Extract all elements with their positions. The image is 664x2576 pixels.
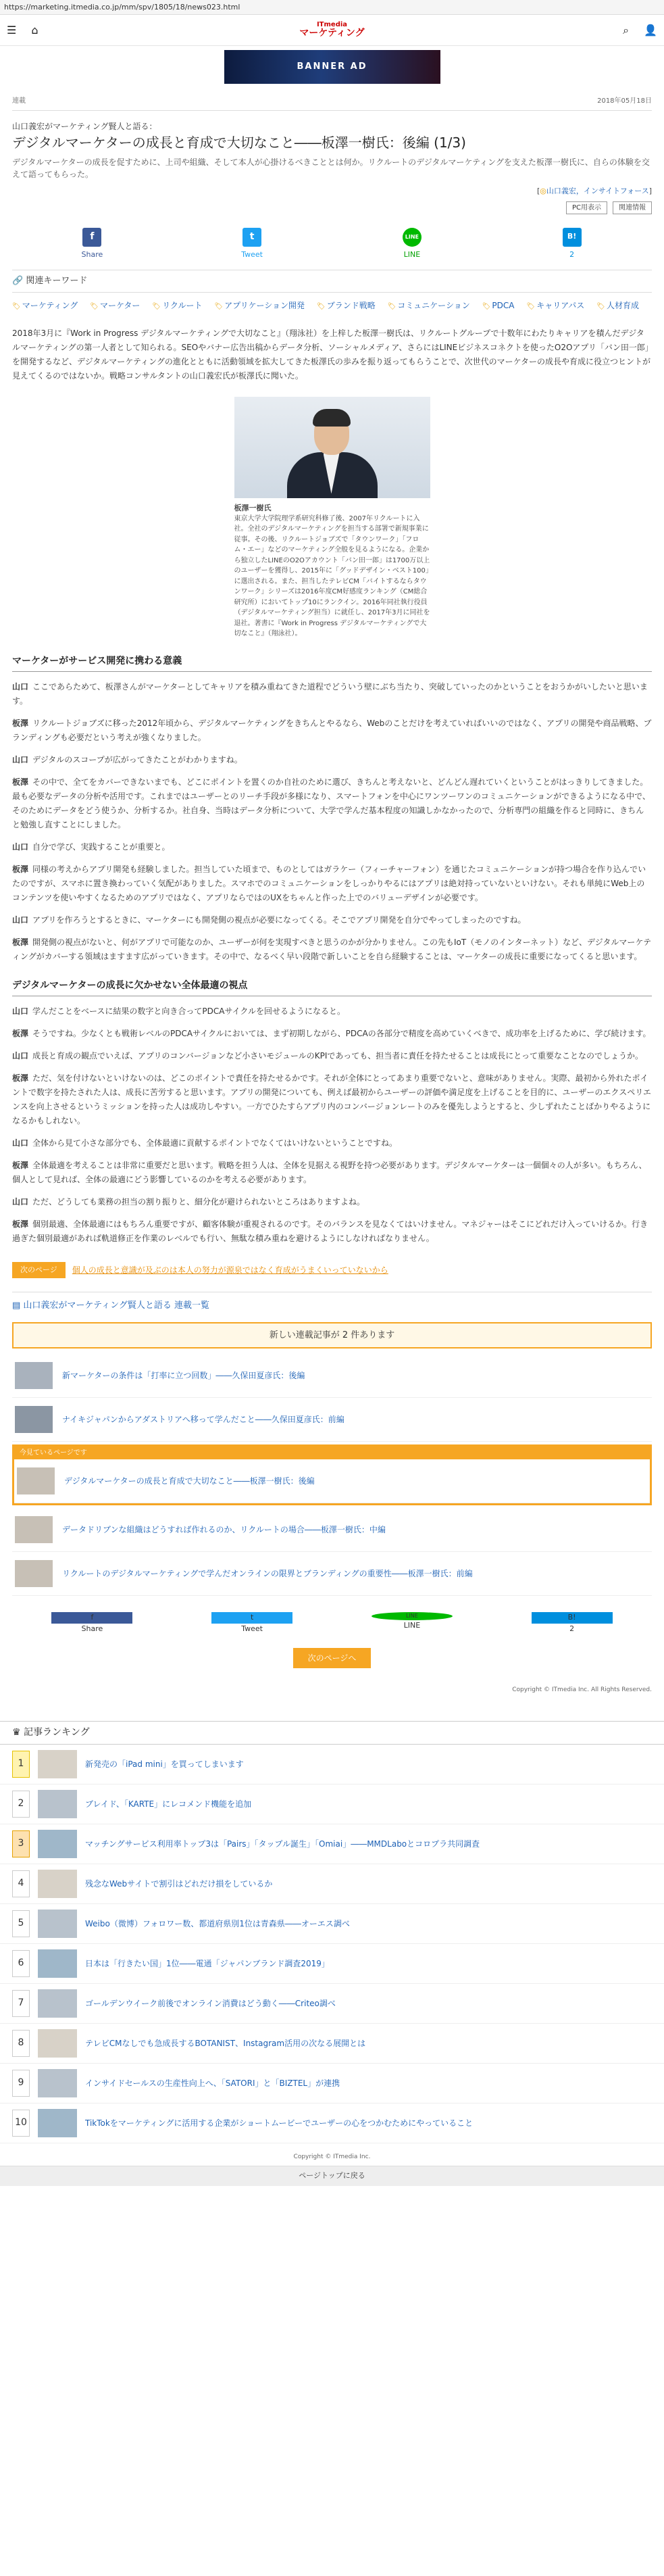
keyword-link[interactable]: 🏷 リクルート <box>152 299 202 312</box>
facebook-icon: f <box>82 228 101 247</box>
dialogue-paragraph <box>12 1159 652 1187</box>
facebook-share[interactable] <box>51 228 132 261</box>
crown-icon: ♛ <box>12 1726 24 1738</box>
logo-top: ITmedia <box>316 20 348 28</box>
series-name[interactable]: 山口義宏がマーケティング賢人と語る： <box>12 122 157 131</box>
section-heading: マーケターがサービス開発に携わる意義 <box>12 654 652 672</box>
article-meta <box>12 91 652 111</box>
footer-copyright: Copyright © ITmedia Inc. <box>293 2153 371 2160</box>
dialogue-paragraph <box>12 753 652 767</box>
series-list-heading-label: 山口義宏がマーケティング賢人と語る 連載一覧 <box>23 1301 209 1311</box>
dialogue-paragraph <box>12 1071 652 1128</box>
section-heading: デジタルマーケターの成長に欠かせない全体最適の視点 <box>12 979 652 996</box>
hatena-share[interactable] <box>532 1612 613 1634</box>
speaker-label: 山口 <box>12 1196 29 1207</box>
keyword-link[interactable]: 🏷 PDCA <box>482 299 515 312</box>
category-label: 連載 <box>12 97 26 105</box>
thumbnail <box>15 1362 53 1389</box>
line-share-label: LINE <box>403 249 421 259</box>
list-item-title: リクルートのデジタルマーケティングで学んだオンラインの限界とブランディングの重要性――板澤一樹氏：前編 <box>62 1569 473 1579</box>
back-to-top-button[interactable]: ページトップに戻る <box>0 2166 664 2186</box>
line-share-label: LINE <box>403 1621 421 1630</box>
thumbnail <box>15 1406 53 1433</box>
speaker-label: 板澤 <box>12 937 29 947</box>
ranking-title: テレビCMなしでも急成長するBOTANIST、Instagram活用の次なる展開とは <box>85 2038 366 2048</box>
speaker-label: 山口 <box>12 754 29 764</box>
dialogue-paragraph <box>12 935 652 964</box>
keyword-list <box>12 293 652 318</box>
logo-main: マーケティング <box>299 28 365 39</box>
next-page-bottom-button[interactable]: 次のページへ <box>293 1648 372 1668</box>
rank-number: 10 <box>12 2110 30 2137</box>
twitter-share-label: Tweet <box>241 1624 263 1633</box>
speaker-label: 板澤 <box>12 777 29 787</box>
thumbnail <box>38 1910 77 1938</box>
dialogue-paragraph <box>12 680 652 708</box>
home-icon[interactable]: ⌂ <box>31 23 39 37</box>
speaker-label: 山口 <box>12 915 29 925</box>
dialogue-paragraph <box>12 1004 652 1019</box>
ranking-item[interactable] <box>0 2064 664 2104</box>
dialogue-text: アプリを作ろうとするときに、マーケターにも開発側の視点が必要になってくる。そこでアプリ開発を自分でやってしまったのですね。 <box>32 915 526 925</box>
author-link[interactable]: 山口義宏，インサイトフォース <box>546 187 649 195</box>
list-item[interactable] <box>12 1552 652 1596</box>
thumbnail <box>38 1790 77 1818</box>
list-item-title: デジタルマーケターの成長と育成で大切なこと――板澤一樹氏：後編 <box>64 1476 315 1486</box>
line-icon: LINE <box>372 1612 453 1620</box>
thumbnail <box>17 1467 55 1494</box>
list-item[interactable] <box>12 1508 652 1552</box>
speaker-label: 山口 <box>12 1006 29 1016</box>
thumbnail <box>15 1516 53 1543</box>
thumbnail <box>38 1750 77 1778</box>
keyword-link[interactable]: 🏷 キャリアパス <box>526 299 584 312</box>
hatena-count: 2 <box>569 249 575 259</box>
ranking-title: マッチングサービス利用率トップ3は「Pairs」「タップル誕生」「Omiai」――MMDLaboとコロプラ共同調査 <box>85 1839 480 1849</box>
twitter-icon: t <box>242 228 261 247</box>
dialogue-paragraph <box>12 913 652 927</box>
ranking-item[interactable] <box>0 2104 664 2143</box>
line-share[interactable] <box>372 1612 453 1634</box>
keyword-link[interactable]: 🏷 ブランド戦略 <box>317 299 376 312</box>
dialogue-text: その中で、全てをカバーできないまでも、どこにポイントを置くのか自社のために選び、きちんと考えないと、どんどん遅れていくということがはっきりしてきました。最も必要なデータの分析や活用です。これまではユーザーとのリーチ手段が多様になり、スマートフォンを中心にワンツーワンのコミュニケーションができるようになる中で、そのためにデータをどう使うか、分析するか。社自身、当時はデータ分析について、大学で学んだ基本程度の知識しかなかったので、分析専門の組織を作ると同時に、きちんと勉強し直すことにしました。 <box>12 777 650 829</box>
ranking-item[interactable] <box>0 1784 664 1824</box>
article-lead: デジタルマーケターの成長を促すために、上司や組織、そして本人が心掛けるべきこととは何か。リクルートのデジタルマーケティングを支えた板澤一樹氏に、自らの体験を交えて語ってもらった。 <box>12 157 650 179</box>
hatena-share[interactable] <box>532 228 613 261</box>
dialogue-text: 全体から見て小さな部分でも、全体最適に貢献するポイントでなくてはいけないということですね。 <box>32 1138 398 1148</box>
browser-url-bar[interactable]: https://marketing.itmedia.co.jp/mm/spv/1805/18/news023.html <box>0 0 664 15</box>
speaker-label: 板澤 <box>12 1028 29 1038</box>
byline: [◎山口義宏，インサイトフォース] <box>536 187 652 195</box>
keyword-link[interactable]: 🏷 マーケター <box>90 299 140 312</box>
copyright: Copyright © ITmedia Inc. All Rights Reserved. <box>512 1686 652 1694</box>
new-articles-notice[interactable]: 新しい連載記事が 2 件あります <box>12 1322 652 1349</box>
next-page-button[interactable]: 次のページ <box>12 1262 66 1279</box>
speaker-label: 板澤 <box>12 1073 29 1083</box>
thumbnail <box>15 1560 53 1587</box>
search-icon[interactable]: ⌕ <box>623 23 630 37</box>
dialogue-text: デジタルのスコープが広がってきたことがわかりますね。 <box>32 754 242 764</box>
article-title: デジタルマーケターの成長と育成で大切なこと――板澤一樹氏：後編 (1/3) <box>12 135 466 151</box>
speaker-label: 山口 <box>12 1138 29 1148</box>
dialogue-text: 学んだことをベースに結果の数字と向き合ってPDCAサイクルを回せるようになると。 <box>32 1006 346 1016</box>
facebook-share-label: Share <box>81 249 103 259</box>
link-icon: 🔗 <box>12 276 26 286</box>
ranking-heading-label: 記事ランキング <box>24 1726 90 1738</box>
list-item-title: ナイキジャパンからアダストリアへ移って学んだこと――久保田夏彦氏：前編 <box>62 1415 344 1425</box>
facebook-share-label: Share <box>81 1624 103 1633</box>
ranking-title: Weibo（微博）フォロワー数、都道府県別1位は青森県――オーエス調べ <box>85 1918 350 1928</box>
dialogue-paragraph <box>12 1195 652 1209</box>
ranking-title: 日本は「行きたい国」1位――電通「ジャパンブランド調査2019」 <box>85 1958 330 1968</box>
line-share[interactable] <box>372 228 453 261</box>
ranking-title: ブレイド、「KARTE」にレコメンド機能を追加 <box>85 1799 252 1809</box>
speaker-label: 山口 <box>12 842 29 852</box>
dialogue-text: 個別最適、全体最適にはもちろん重要ですが、顧客体験が重視されるのです。そのバランスを見なくてはいけません。マネジャーはそこにどれだけ入っていけるか。行き過ぎた個別最適があれば軌道修正を作業のレベルでも行い、無駄な積み重ねを避けるようにしなければなりません。 <box>12 1219 648 1243</box>
ranking-item[interactable] <box>0 1745 664 1784</box>
ranking-item[interactable] <box>0 1984 664 2024</box>
keyword-link[interactable]: 🏷 人材育成 <box>596 299 639 312</box>
rank-number: 2 <box>12 1791 30 1818</box>
dialogue-paragraph <box>12 840 652 854</box>
thumbnail <box>38 1830 77 1858</box>
portrait-photo <box>234 397 430 498</box>
speaker-label: 板澤 <box>12 718 29 728</box>
ranking-title: インサイドセールスの生産性向上へ、「SATORI」と「BIZTEL」が連携 <box>85 2078 340 2088</box>
article-date: 2018年05月18日 <box>597 97 652 105</box>
site-logo[interactable] <box>299 22 364 39</box>
rank-number: 8 <box>12 2030 30 2057</box>
ranking-title: ゴールデンウイーク前後でオンライン消費はどう動く――Criteo調べ <box>85 1998 336 2008</box>
dialogue-paragraph <box>12 775 652 832</box>
ranking-item[interactable] <box>0 2024 664 2064</box>
current-page-tag: 今見ているページです <box>14 1447 650 1459</box>
ranking-item[interactable] <box>0 1944 664 1984</box>
dialogue-paragraph <box>12 1136 652 1150</box>
series-list <box>12 1354 652 1596</box>
thumbnail <box>38 2109 77 2137</box>
figure <box>12 397 652 639</box>
dialogue-text: ここであらためて、板澤さんがマーケターとしてキャリアを積み重ねてきた道程でどういう壁にぶち当たり、突破していったのかということをおうかがいしたいと思います。 <box>12 681 648 706</box>
keywords-heading <box>12 270 652 293</box>
speaker-label: 板澤 <box>12 1219 29 1229</box>
ad-banner[interactable]: BANNER AD <box>224 50 440 84</box>
facebook-share[interactable] <box>51 1612 132 1634</box>
current-list-item <box>12 1444 652 1505</box>
ranking-heading <box>0 1721 664 1745</box>
dialogue-paragraph <box>12 1027 652 1041</box>
thumbnail <box>38 2069 77 2097</box>
list-item[interactable] <box>12 1354 652 1398</box>
dialogue-text: 成長と育成の観点でいえば、アプリのコンバージョンなど小さいモジュールのKPIであっても、担当者に責任を持たせることは成長にとって重要なことなのでしょうか。 <box>32 1050 644 1061</box>
dialogue-text: リクルートジョブズに移った2012年頃から、デジタルマーケティングをきちんとやるなら、Webのことだけを考えていればいいのではなく、アプリの開発や商品戦略、ブランディングも必要だという考えが強くなりました。 <box>12 718 652 742</box>
thumbnail <box>38 1870 77 1898</box>
dialogue-paragraph <box>12 1049 652 1063</box>
rank-number: 3 <box>12 1830 30 1857</box>
ranking-item[interactable] <box>0 1864 664 1904</box>
dialogue-text: そうですね。少なくとも戦術レベルのPDCAサイクルにおいては、まず初期しながら、PDCAの各部分で精度を高めていくべきで、成功率を上げるために、学び続けます。 <box>32 1028 651 1038</box>
list-item[interactable] <box>12 1398 652 1442</box>
ranking-title: 残念なWebサイトで割引はどれだけ損をしているか <box>85 1878 273 1889</box>
article-body <box>12 326 652 1246</box>
twitter-icon: t <box>211 1612 292 1624</box>
speaker-label: 山口 <box>12 681 29 691</box>
list-icon: ▤ <box>12 1301 24 1311</box>
dialogue-text: 同様の考えからアプリ開発も経験しました。担当していた頃まで、ものとしてはガラケー（フィーチャーフォン）を通じたコミュニケーションが持つ場合を作り込んでいたのですが、スマホに置き換わっていく気配がありました。スマホでのコミュニケーションをしっかりやるにはアプリは絶対持っていないといけない。それも単純にWeb上のコンテンツを使いやすくなるためのアプリではなく、アプリならではのUXをちゃんと作った上でのバリューデザインが必要です。 <box>12 864 646 902</box>
keyword-link[interactable]: 🏷 マーケティング <box>12 299 78 312</box>
speaker-label: 板澤 <box>12 864 29 874</box>
next-page-link[interactable]: 個人の成長と意識が及ぶのは本人の努力が源泉ではなく育成がうまくいっていないから <box>72 1265 388 1275</box>
list-item-title: 新マーケターの条件は「打率に立つ回数」――久保田夏彦氏：後編 <box>62 1371 305 1381</box>
pc-view-button[interactable]: PC用表示 <box>566 201 607 214</box>
keywords-heading-label: 関連キーワード <box>26 276 88 286</box>
photo-caption <box>234 502 430 639</box>
ranking-title: 新発売の「iPad mini」を買ってしまいます <box>85 1759 244 1769</box>
speaker-label: 山口 <box>12 1050 29 1061</box>
ranking-item[interactable] <box>0 1824 664 1864</box>
share-bar-bottom <box>12 1612 652 1634</box>
caption-name: 板澤一樹氏 <box>234 503 272 512</box>
site-header <box>0 15 664 46</box>
hatena-icon: B! <box>532 1612 613 1624</box>
menu-icon[interactable]: ☰ <box>7 23 17 37</box>
dialogue-paragraph <box>12 1217 652 1246</box>
author-mark-icon: ◎ <box>540 187 546 195</box>
list-item-title: データドリブンな組織はどうすれば作れるのか、リクルートの場合――板澤一樹氏：中編 <box>62 1525 386 1535</box>
keyword-link[interactable]: 🏷 コミュニケーション <box>388 299 470 312</box>
keyword-link[interactable]: 🏷 アプリケーション開発 <box>214 299 305 312</box>
ranking-title: TikTokをマーケティングに活用する企業がショートムービーでユーザーの心をつかむためにやっていること <box>85 2118 474 2128</box>
thumbnail <box>38 1949 77 1978</box>
twitter-share[interactable] <box>211 1612 292 1634</box>
dialogue-paragraph <box>12 716 652 745</box>
rank-number: 9 <box>12 2070 30 2097</box>
speaker-label: 板澤 <box>12 1160 29 1170</box>
line-icon: LINE <box>403 228 422 247</box>
next-page-row <box>12 1262 652 1279</box>
rank-number: 4 <box>12 1870 30 1897</box>
rank-number: 5 <box>12 1910 30 1937</box>
hatena-count: 2 <box>569 1624 575 1633</box>
related-info-button[interactable]: 関連情報 <box>613 201 652 214</box>
facebook-icon: f <box>51 1612 132 1624</box>
rank-number: 1 <box>12 1751 30 1778</box>
dialogue-text: ただ、気を付けないといけないのは、どこのポイントで責任を持たせるかです。それが全体にとってあまり重要でないと、意味がありません。実際、最初から外れたポイントで数字を持たされた人は、成長に苦労すると思います。アプリの開発についても、例えば最初からユーザーの評価や満足度を上げることを目的に、ユーザーのエクスペリエンスを向上させるというミッションを持った人は成功しやすい。一方でひたすらアプリ内のコンバージョンレートのみを優先しようとすると、少しずれたことばかりやるようになるかもしれない。 <box>12 1073 651 1125</box>
share-bar <box>12 228 652 261</box>
ranking-list <box>0 1745 664 2143</box>
dialogue-text: 自分で学び、実践することが重要と。 <box>32 842 170 852</box>
series-list-heading[interactable] <box>12 1292 652 1317</box>
dialogue-text: ただ、どうしても業務の担当の割り振りと、細分化が避けられないところはありますよね。 <box>32 1196 365 1207</box>
hatena-icon: B! <box>563 228 582 247</box>
dialogue-text: 開発側の視点がないと、何がアプリで可能なのか、ユーザーが何を実現すべきと思うのかが分かりません。この先もIoT（モノのインターネット）など、デジタルマーケティングがカバーする領域はますます広がっていきます。その中で、なるべく早い段階で新しいことを自ら経験することは、マーケターの成長に重要になってくると思います。 <box>12 937 652 961</box>
thumbnail <box>38 2029 77 2058</box>
intro-paragraph: 2018年3月に『Work in Progress デジタルマーケティングで大切なこと』（翔泳社）を上梓した板澤一樹氏は、リクルートグループで十数年にわたりキャリアを積んだデジタルマーケティングの第一人者として知られる。SEOやバナー広告出稿からデータ分析、ソーシャルメディア、さらにはLINEビジネスコネクトを使ったO2Oアプリ「バン田一郎」を開発するなど、デジタルマーケティングの進化とともに活動領域を拡大してきた板澤氏の歩みを振り返ってもらうことで、次世代のマーケターの成長や育成に役立つヒントが見えてくるのではないか。戦略コンサルタントの山口義宏氏が板澤氏に聞いた。 <box>12 328 651 381</box>
caption-text: 東京大学大学院理学系研究科修了後、2007年リクルートに入社。全社のデジタルマーケティングを担当する部署で新規事業に従事。その後、リクルートジョブズで「タウンワーク」「フロム・エー」などのマーケティング全般を見るようになる。企業から独立したLINEのO2Oアカウント「バン田一郎」は1700万以上のユーザーを獲得し、2015年に「グッドデザイン・ベスト100」に選出される。また、担当したテレビCM「バイトするならタウンワーク」シリーズは2016年度CM好感度ランキング（CM総合研究所）においてトップ10にランクイン。2016年同社執行役員（デジタルマーケティング担当）に就任し、2017年3月に同社を退社。著書に『Work in Progress デジタルマーケティングで大切なこと』（翔泳社）。 <box>234 514 430 638</box>
rank-number: 6 <box>12 1950 30 1977</box>
twitter-share[interactable] <box>211 228 292 261</box>
user-icon[interactable]: 👤 <box>644 23 657 37</box>
twitter-share-label: Tweet <box>241 249 263 259</box>
thumbnail <box>38 1989 77 2018</box>
list-item[interactable] <box>14 1459 650 1503</box>
ranking-item[interactable] <box>0 1904 664 1944</box>
dialogue-paragraph <box>12 862 652 905</box>
rank-number: 7 <box>12 1990 30 2017</box>
dialogue-text: 全体最適を考えることは非常に重要だと思います。戦略を担う人は、全体を見据える視野を持つ必要があります。デジタルマーケターは一個個々の人が多い。もちろん、個人として見れば、全体の最適にどう影響しているのかを考える必要があります。 <box>12 1160 647 1184</box>
